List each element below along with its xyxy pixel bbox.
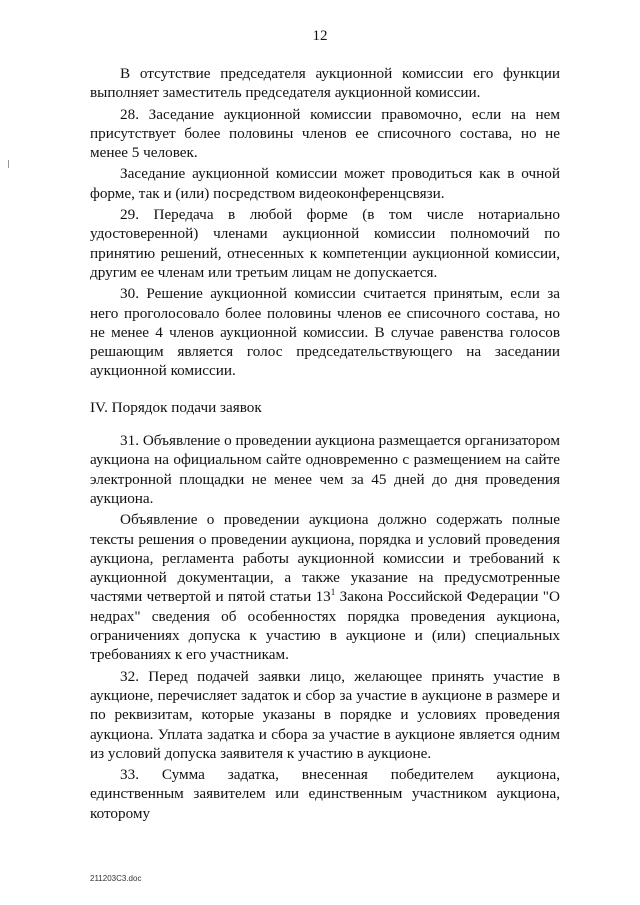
superscript: 1 xyxy=(330,587,336,598)
paragraph-30: 30. Решение аукционной комиссии считается принятым, если за него проголосовало более половины членов ее списочного состава, но не менее 4 членов аукционной комиссии. В случае равенства голосов решающим является голос председательствующего на заседании аукционной комиссии. xyxy=(90,285,560,380)
paragraph-31: 31. Объявление о проведении аукциона размещается организатором аукциона на официальном сайте одновременно с размещением на сайте электронной площадки не менее чем за 45 дней до дня проведения аукциона. xyxy=(90,432,560,507)
page-number: 12 xyxy=(312,28,328,44)
paragraph-text: Закона Российской Федерации "О недрах" сведения об особенностях порядка проведения аукциона, ограничениях допуска к участию в аукционе и (или) специальных требованиях к его участникам. xyxy=(90,588,560,664)
paragraph-33: 33. Сумма задатка, внесенная победителем аукциона, единственным заявителем или единственным участником аукциона, которому xyxy=(90,766,560,822)
paragraph-32: 32. Перед подачей заявки лицо, желающее принять участие в аукционе, перечисляет задаток и сбор за участие в аукционе в размере и по реквизитам, которые указаны в порядке и условиях проведения аукциона. Уплата задатка и сбора за участие в аукционе является одним из условий допуска заявителя к участию в аукционе. xyxy=(90,667,560,762)
footer-filename: 211203С3.doc xyxy=(90,874,142,883)
document-body xyxy=(90,64,560,823)
paragraph-28: 28. Заседание аукционной комиссии правомочно, если на нем присутствует более половины членов ее списочного состава, но не менее 5 человек. xyxy=(90,105,560,162)
paragraph-text: Объявление о проведении аукциона должно содержать полные тексты решения о проведении аукциона, порядка и условий проведения аукциона, регламента работы аукционной комиссии и требований к аукционной документации, а также указание на предусмотренные частями четвертой и пятой статьи 13 xyxy=(90,511,560,606)
paragraph-29: 29. Передача в любой форме (в том числе нотариально удостоверенной) членами аукционной комиссии полномочий по принятию решений, отнесенных к компетенции аукционной комиссии, другим ее членам или третьим лицам не допускается. xyxy=(90,206,560,281)
margin-mark xyxy=(8,160,9,168)
paragraph: Заседание аукционной комиссии может проводиться как в очной форме, так и (или) посредством видеоконференцсвязи. xyxy=(90,165,560,202)
paragraph-announcement xyxy=(90,510,560,664)
section-title: IV. Порядок подачи заявок xyxy=(90,398,262,416)
paragraph: В отсутствие председателя аукционной комиссии его функции выполняет заместитель председателя аукционной комиссии. xyxy=(90,65,560,102)
